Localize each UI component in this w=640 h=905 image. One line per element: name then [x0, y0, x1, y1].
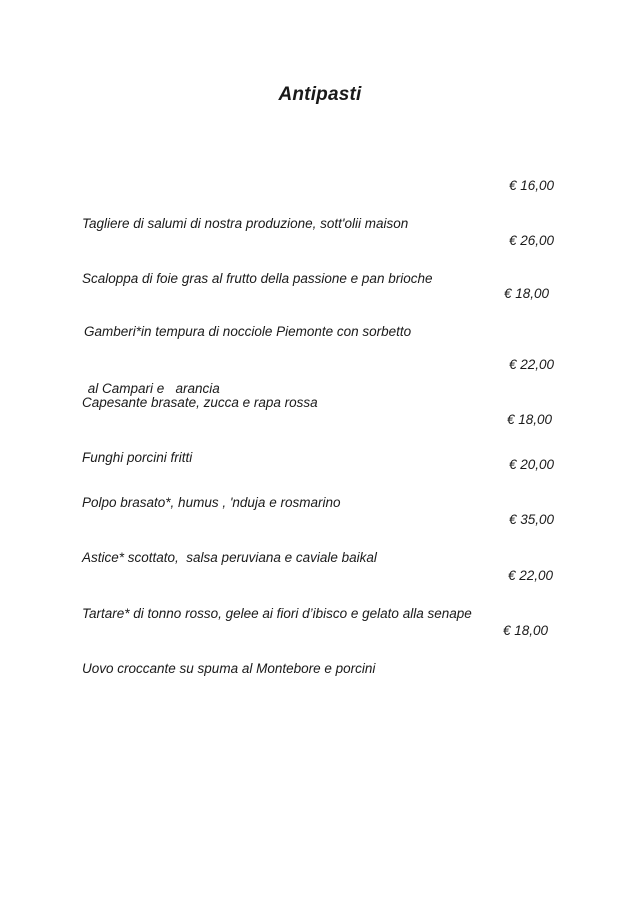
menu-item-description-line: Tagliere di salumi di nostra produzione, sott'olii maison [82, 216, 409, 231]
menu-item-description [82, 621, 375, 716]
menu-item-price: € 18,00 [504, 286, 550, 301]
menu-item-price: € 18,00 [503, 623, 549, 638]
menu-item-description-line: Polpo brasato*, humus , 'nduja e rosmarino [82, 495, 341, 510]
menu-item-price: € 18,00 [507, 412, 553, 427]
menu-item-description-line: Gamberi*in tempura di nocciole Piemonte con sorbetto [84, 324, 412, 339]
menu-item-description-line: al Campari e arancia [84, 381, 220, 396]
menu-item-price: € 35,00 [509, 512, 555, 527]
menu-item-price: € 20,00 [509, 457, 555, 472]
menu-item-price: € 22,00 [509, 357, 555, 372]
menu-item-description-line: Tartare* di tonno rosso, gelee ai fiori d’ibisco e gelato alla senape [82, 606, 472, 621]
menu-section-title: Antipasti [278, 84, 362, 105]
menu-item-price: € 16,00 [509, 178, 555, 193]
menu-item-description-line: Capesante brasate, zucca e rapa rossa [82, 395, 318, 410]
menu-item-price: € 26,00 [509, 233, 555, 248]
menu-item-price: € 22,00 [508, 568, 554, 583]
menu-item-description-line: Astice* scottato, salsa peruviana e caviale baikal [82, 550, 377, 565]
menu-item-description-line: Scaloppa di foie gras al frutto della passione e pan brioche [82, 271, 433, 286]
menu-item-description-line: Funghi porcini fritti [82, 450, 193, 465]
menu-item-description-line: Uovo croccante su spuma al Montebore e porcini [82, 661, 376, 676]
